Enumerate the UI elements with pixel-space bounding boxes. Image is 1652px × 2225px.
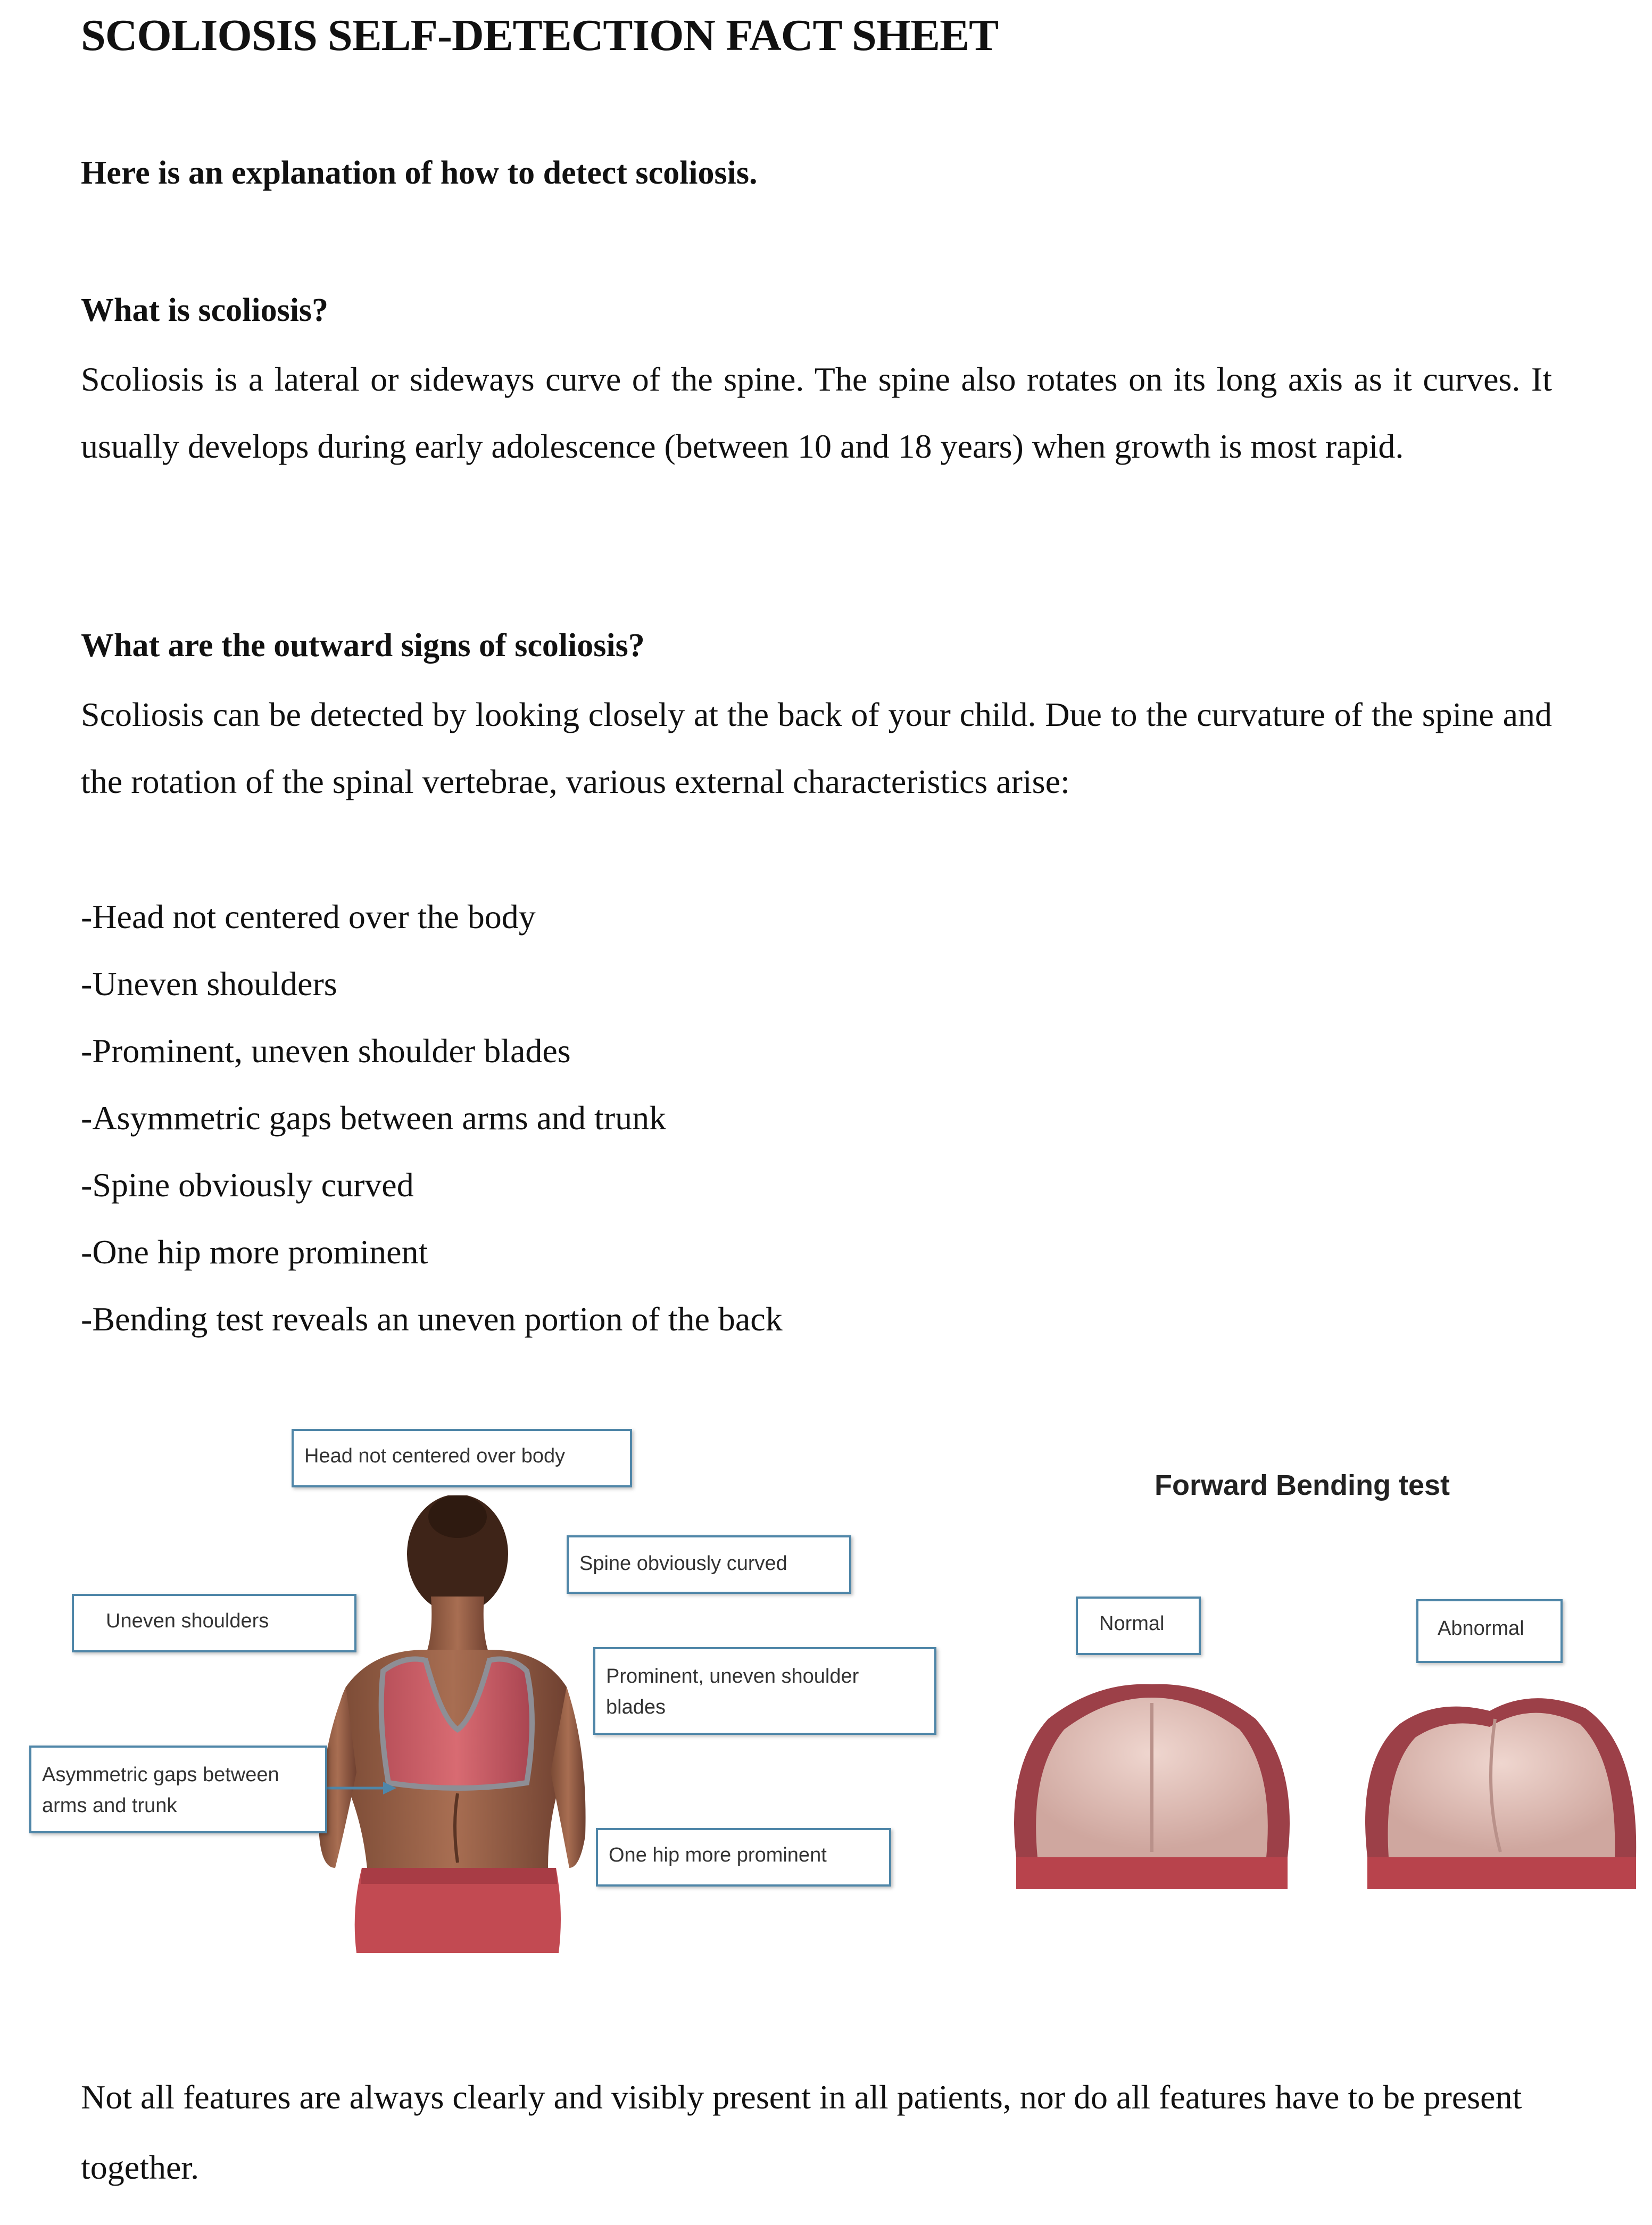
forward-bending-title: Forward Bending test <box>1155 1469 1450 1501</box>
normal-bend-illustration <box>1000 1682 1304 1895</box>
page-title: SCOLIOSIS SELF-DETECTION FACT SHEET <box>81 11 999 60</box>
callout-hip: One hip more prominent <box>596 1828 891 1887</box>
callout-shoulders: Uneven shoulders <box>72 1594 356 1652</box>
list-item: -Spine obviously curved <box>81 1166 414 1204</box>
section-heading-what-is: What is scoliosis? <box>81 292 329 328</box>
abnormal-bend-illustration <box>1357 1687 1652 1895</box>
callout-head: Head not centered over body <box>292 1429 632 1487</box>
callout-gaps: Asymmetric gaps between arms and trunk <box>29 1746 327 1833</box>
back-illustration <box>298 1495 596 1958</box>
signs-list <box>81 883 783 1353</box>
section-body-outward-signs: Scoliosis can be detected by looking closely at the back of your child. Due to the curvature of the spine and the rotation of the spinal vertebrae, various external characteristics arise: <box>81 696 1552 800</box>
footer-note: Not all features are always clearly and visibly present in all patients, nor do all features have to be present together. <box>81 2078 1522 2186</box>
list-item: -Head not centered over the body <box>81 898 536 936</box>
list-item: -Prominent, uneven shoulder blades <box>81 1032 571 1070</box>
intro-text: Here is an explanation of how to detect scoliosis. <box>81 155 758 191</box>
scoliosis-figure <box>0 1416 1652 1958</box>
section-heading-outward-signs: What are the outward signs of scoliosis? <box>81 627 645 664</box>
callout-abnormal: Abnormal <box>1416 1599 1563 1663</box>
list-item: -Uneven shoulders <box>81 965 337 1003</box>
callout-shoulder-blades: Prominent, uneven shoulder blades <box>593 1647 936 1735</box>
list-item: -One hip more prominent <box>81 1233 428 1271</box>
section-body-what-is: Scoliosis is a lateral or sideways curve of the spine. The spine also rotates on its long axis as it curves. It usually develops during early adolescence (between 10 and 18 years) when growth is most rapid. <box>81 360 1552 465</box>
callout-spine: Spine obviously curved <box>567 1535 851 1594</box>
list-item: -Bending test reveals an uneven portion of the back <box>81 1300 783 1338</box>
list-item: -Asymmetric gaps between arms and trunk <box>81 1099 667 1137</box>
callout-normal: Normal <box>1076 1597 1201 1655</box>
